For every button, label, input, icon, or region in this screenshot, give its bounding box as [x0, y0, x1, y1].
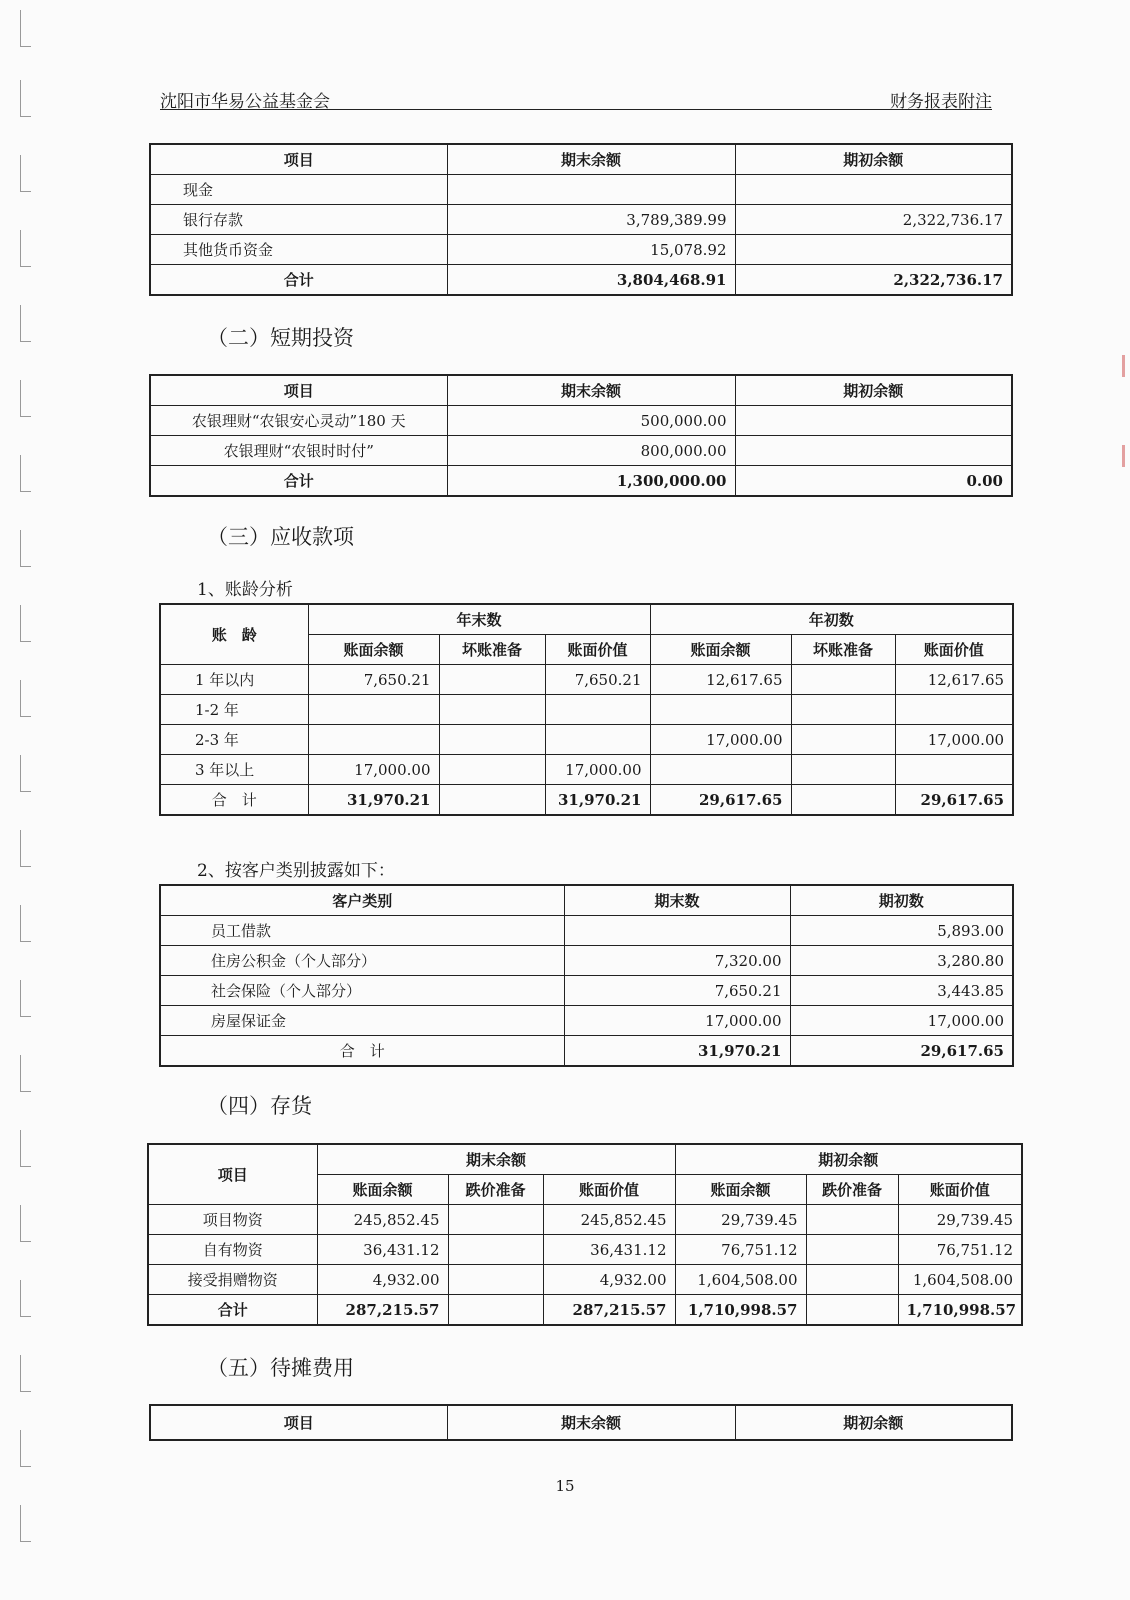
header-group-end: 期末余额 [317, 1144, 675, 1175]
header-group-begin: 期初余额 [675, 1144, 1022, 1175]
row-label: 社会保险（个人部分） [160, 976, 564, 1006]
subheader-cell: 账面价值 [898, 1175, 1022, 1205]
header-cell: 期初数 [790, 885, 1013, 916]
value-cell [791, 725, 895, 755]
row-label: 农银理财“农银时时付” [150, 436, 447, 466]
organization-name: 沈阳市华易公益基金会 [160, 92, 330, 112]
value-cell: 3,280.80 [790, 946, 1013, 976]
value-cell [650, 755, 791, 785]
row-label: 接受捐赠物资 [148, 1265, 317, 1295]
aging-table [159, 603, 1014, 816]
total-label: 合 计 [160, 785, 308, 816]
table-row [160, 916, 1013, 946]
total-value [791, 785, 895, 816]
subheader-cell: 坏账准备 [791, 635, 895, 665]
total-value: 29,617.65 [790, 1036, 1013, 1067]
row-label: 2-3 年 [160, 725, 308, 755]
row-label: 农银理财“农银安心灵动”180 天 [150, 406, 447, 436]
value-cell: 1,604,508.00 [898, 1265, 1022, 1295]
total-value: 287,215.57 [543, 1295, 675, 1326]
total-row [148, 1295, 1022, 1326]
total-value: 287,215.57 [317, 1295, 448, 1326]
table-row [160, 755, 1013, 785]
value-cell: 17,000.00 [564, 1006, 790, 1036]
table-header-row [150, 1405, 1012, 1440]
value-cell [439, 695, 545, 725]
header-cell: 期末余额 [447, 1405, 735, 1440]
value-cell: 36,431.12 [317, 1235, 448, 1265]
value-cell [650, 695, 791, 725]
total-value: 31,970.21 [545, 785, 650, 816]
row-label: 房屋保证金 [160, 1006, 564, 1036]
row-label: 银行存款 [150, 205, 447, 235]
value-cell [806, 1235, 898, 1265]
subheader-cell: 跌价准备 [806, 1175, 898, 1205]
total-row [160, 785, 1013, 816]
total-value: 1,710,998.57 [898, 1295, 1022, 1326]
row-label: 1 年以内 [160, 665, 308, 695]
value-cell: 3,443.85 [790, 976, 1013, 1006]
table-header-row [150, 375, 1012, 406]
total-label: 合计 [150, 466, 447, 497]
value-cell [735, 406, 1012, 436]
inventory-table [147, 1143, 1023, 1326]
value-cell [791, 695, 895, 725]
table-row [160, 665, 1013, 695]
value-cell: 12,617.65 [650, 665, 791, 695]
table-header-row [160, 885, 1013, 916]
total-value: 1,300,000.00 [447, 466, 735, 497]
table-row [148, 1205, 1022, 1235]
subheader-cell: 账面价值 [545, 635, 650, 665]
value-cell: 7,320.00 [564, 946, 790, 976]
section-title-receivables: （三）应收款项 [207, 525, 354, 549]
value-cell [308, 695, 439, 725]
value-cell: 7,650.21 [308, 665, 439, 695]
total-row [160, 1036, 1013, 1067]
value-cell: 800,000.00 [447, 436, 735, 466]
table-row [150, 436, 1012, 466]
subheader-cell: 账面余额 [675, 1175, 806, 1205]
header-cell-age: 账 龄 [160, 604, 308, 665]
subheader-cell: 坏账准备 [439, 635, 545, 665]
header-cell: 项目 [150, 375, 447, 406]
row-label: 住房公积金（个人部分） [160, 946, 564, 976]
header-cell: 项目 [150, 144, 447, 175]
table-row [148, 1265, 1022, 1295]
value-cell [448, 1205, 543, 1235]
subsection-aging-analysis: 1、账龄分析 [197, 580, 293, 600]
total-value: 3,804,468.91 [447, 265, 735, 296]
value-cell: 17,000.00 [790, 1006, 1013, 1036]
value-cell [895, 755, 1013, 785]
value-cell: 245,852.45 [543, 1205, 675, 1235]
table-row [150, 205, 1012, 235]
header-cell-item: 项目 [148, 1144, 317, 1205]
table-row [160, 976, 1013, 1006]
header-cell: 期末余额 [447, 144, 735, 175]
header-cell: 期初余额 [735, 375, 1012, 406]
total-value: 2,322,736.17 [735, 265, 1012, 296]
total-value: 29,617.65 [650, 785, 791, 816]
value-cell [806, 1205, 898, 1235]
investment-table [149, 374, 1013, 497]
value-cell [735, 175, 1012, 205]
value-cell: 17,000.00 [650, 725, 791, 755]
cash-table [149, 143, 1013, 296]
subheader-cell: 账面余额 [308, 635, 439, 665]
table-row [148, 1235, 1022, 1265]
value-cell: 17,000.00 [545, 755, 650, 785]
header-cell: 期末数 [564, 885, 790, 916]
header-cell: 项目 [150, 1405, 447, 1440]
value-cell: 15,078.92 [447, 235, 735, 265]
header-cell: 期初余额 [735, 1405, 1012, 1440]
header-group-end: 年末数 [308, 604, 650, 635]
total-value: 1,710,998.57 [675, 1295, 806, 1326]
value-cell: 17,000.00 [895, 725, 1013, 755]
section-title-short-term-investment: （二）短期投资 [207, 326, 354, 350]
value-cell [308, 725, 439, 755]
subheader-cell: 账面余额 [650, 635, 791, 665]
value-cell: 5,893.00 [790, 916, 1013, 946]
value-cell: 29,739.45 [898, 1205, 1022, 1235]
value-cell [439, 725, 545, 755]
value-cell [439, 755, 545, 785]
row-label: 现金 [150, 175, 447, 205]
table-row [150, 406, 1012, 436]
value-cell: 7,650.21 [545, 665, 650, 695]
table-row [160, 946, 1013, 976]
value-cell [806, 1265, 898, 1295]
value-cell: 2,322,736.17 [735, 205, 1012, 235]
total-row [150, 265, 1012, 296]
value-cell: 76,751.12 [675, 1235, 806, 1265]
total-row [150, 466, 1012, 497]
value-cell [735, 235, 1012, 265]
table-row [160, 1006, 1013, 1036]
total-label: 合计 [148, 1295, 317, 1326]
total-value: 31,970.21 [564, 1036, 790, 1067]
value-cell: 4,932.00 [543, 1265, 675, 1295]
table-row [160, 695, 1013, 725]
subheader-cell: 账面价值 [543, 1175, 675, 1205]
value-cell: 29,739.45 [675, 1205, 806, 1235]
total-value: 0.00 [735, 466, 1012, 497]
value-cell: 7,650.21 [564, 976, 790, 1006]
subsection-customer-category: 2、按客户类别披露如下： [197, 861, 395, 881]
value-cell [791, 755, 895, 785]
row-label: 1-2 年 [160, 695, 308, 725]
section-title-prepaid-expenses: （五）待摊费用 [207, 1356, 354, 1380]
total-value [439, 785, 545, 816]
value-cell: 3,789,389.99 [447, 205, 735, 235]
value-cell: 76,751.12 [898, 1235, 1022, 1265]
value-cell: 245,852.45 [317, 1205, 448, 1235]
row-label: 自有物资 [148, 1235, 317, 1265]
value-cell: 4,932.00 [317, 1265, 448, 1295]
value-cell [439, 665, 545, 695]
table-row [150, 175, 1012, 205]
table-row [150, 235, 1012, 265]
table-header-row [150, 144, 1012, 175]
value-cell: 12,617.65 [895, 665, 1013, 695]
total-label: 合 计 [160, 1036, 564, 1067]
value-cell [791, 665, 895, 695]
section-title-inventory: （四）存货 [207, 1094, 312, 1118]
value-cell: 36,431.12 [543, 1235, 675, 1265]
value-cell [448, 1265, 543, 1295]
value-cell [447, 175, 735, 205]
document-title: 财务报表附注 [890, 92, 992, 112]
value-cell: 17,000.00 [308, 755, 439, 785]
row-label: 其他货币资金 [150, 235, 447, 265]
table-header-row [148, 1144, 1022, 1175]
header-cell: 期末余额 [447, 375, 735, 406]
prepaid-expenses-table [149, 1404, 1013, 1441]
total-value [448, 1295, 543, 1326]
total-label: 合计 [150, 265, 447, 296]
customer-category-table [159, 884, 1014, 1067]
value-cell: 1,604,508.00 [675, 1265, 806, 1295]
value-cell [564, 916, 790, 946]
page-header [160, 87, 992, 110]
row-label: 员工借款 [160, 916, 564, 946]
row-label: 项目物资 [148, 1205, 317, 1235]
value-cell [545, 725, 650, 755]
total-value: 29,617.65 [895, 785, 1013, 816]
total-value: 31,970.21 [308, 785, 439, 816]
subheader-cell: 账面价值 [895, 635, 1013, 665]
value-cell: 500,000.00 [447, 406, 735, 436]
total-value [806, 1295, 898, 1326]
header-group-begin: 年初数 [650, 604, 1013, 635]
table-row [160, 725, 1013, 755]
value-cell [448, 1235, 543, 1265]
subheader-cell: 账面余额 [317, 1175, 448, 1205]
value-cell [545, 695, 650, 725]
table-header-row [160, 604, 1013, 635]
value-cell [735, 436, 1012, 466]
header-cell: 客户类别 [160, 885, 564, 916]
header-cell: 期初余额 [735, 144, 1012, 175]
page-number: 15 [555, 1477, 575, 1495]
subheader-cell: 跌价准备 [448, 1175, 543, 1205]
row-label: 3 年以上 [160, 755, 308, 785]
value-cell [895, 695, 1013, 725]
